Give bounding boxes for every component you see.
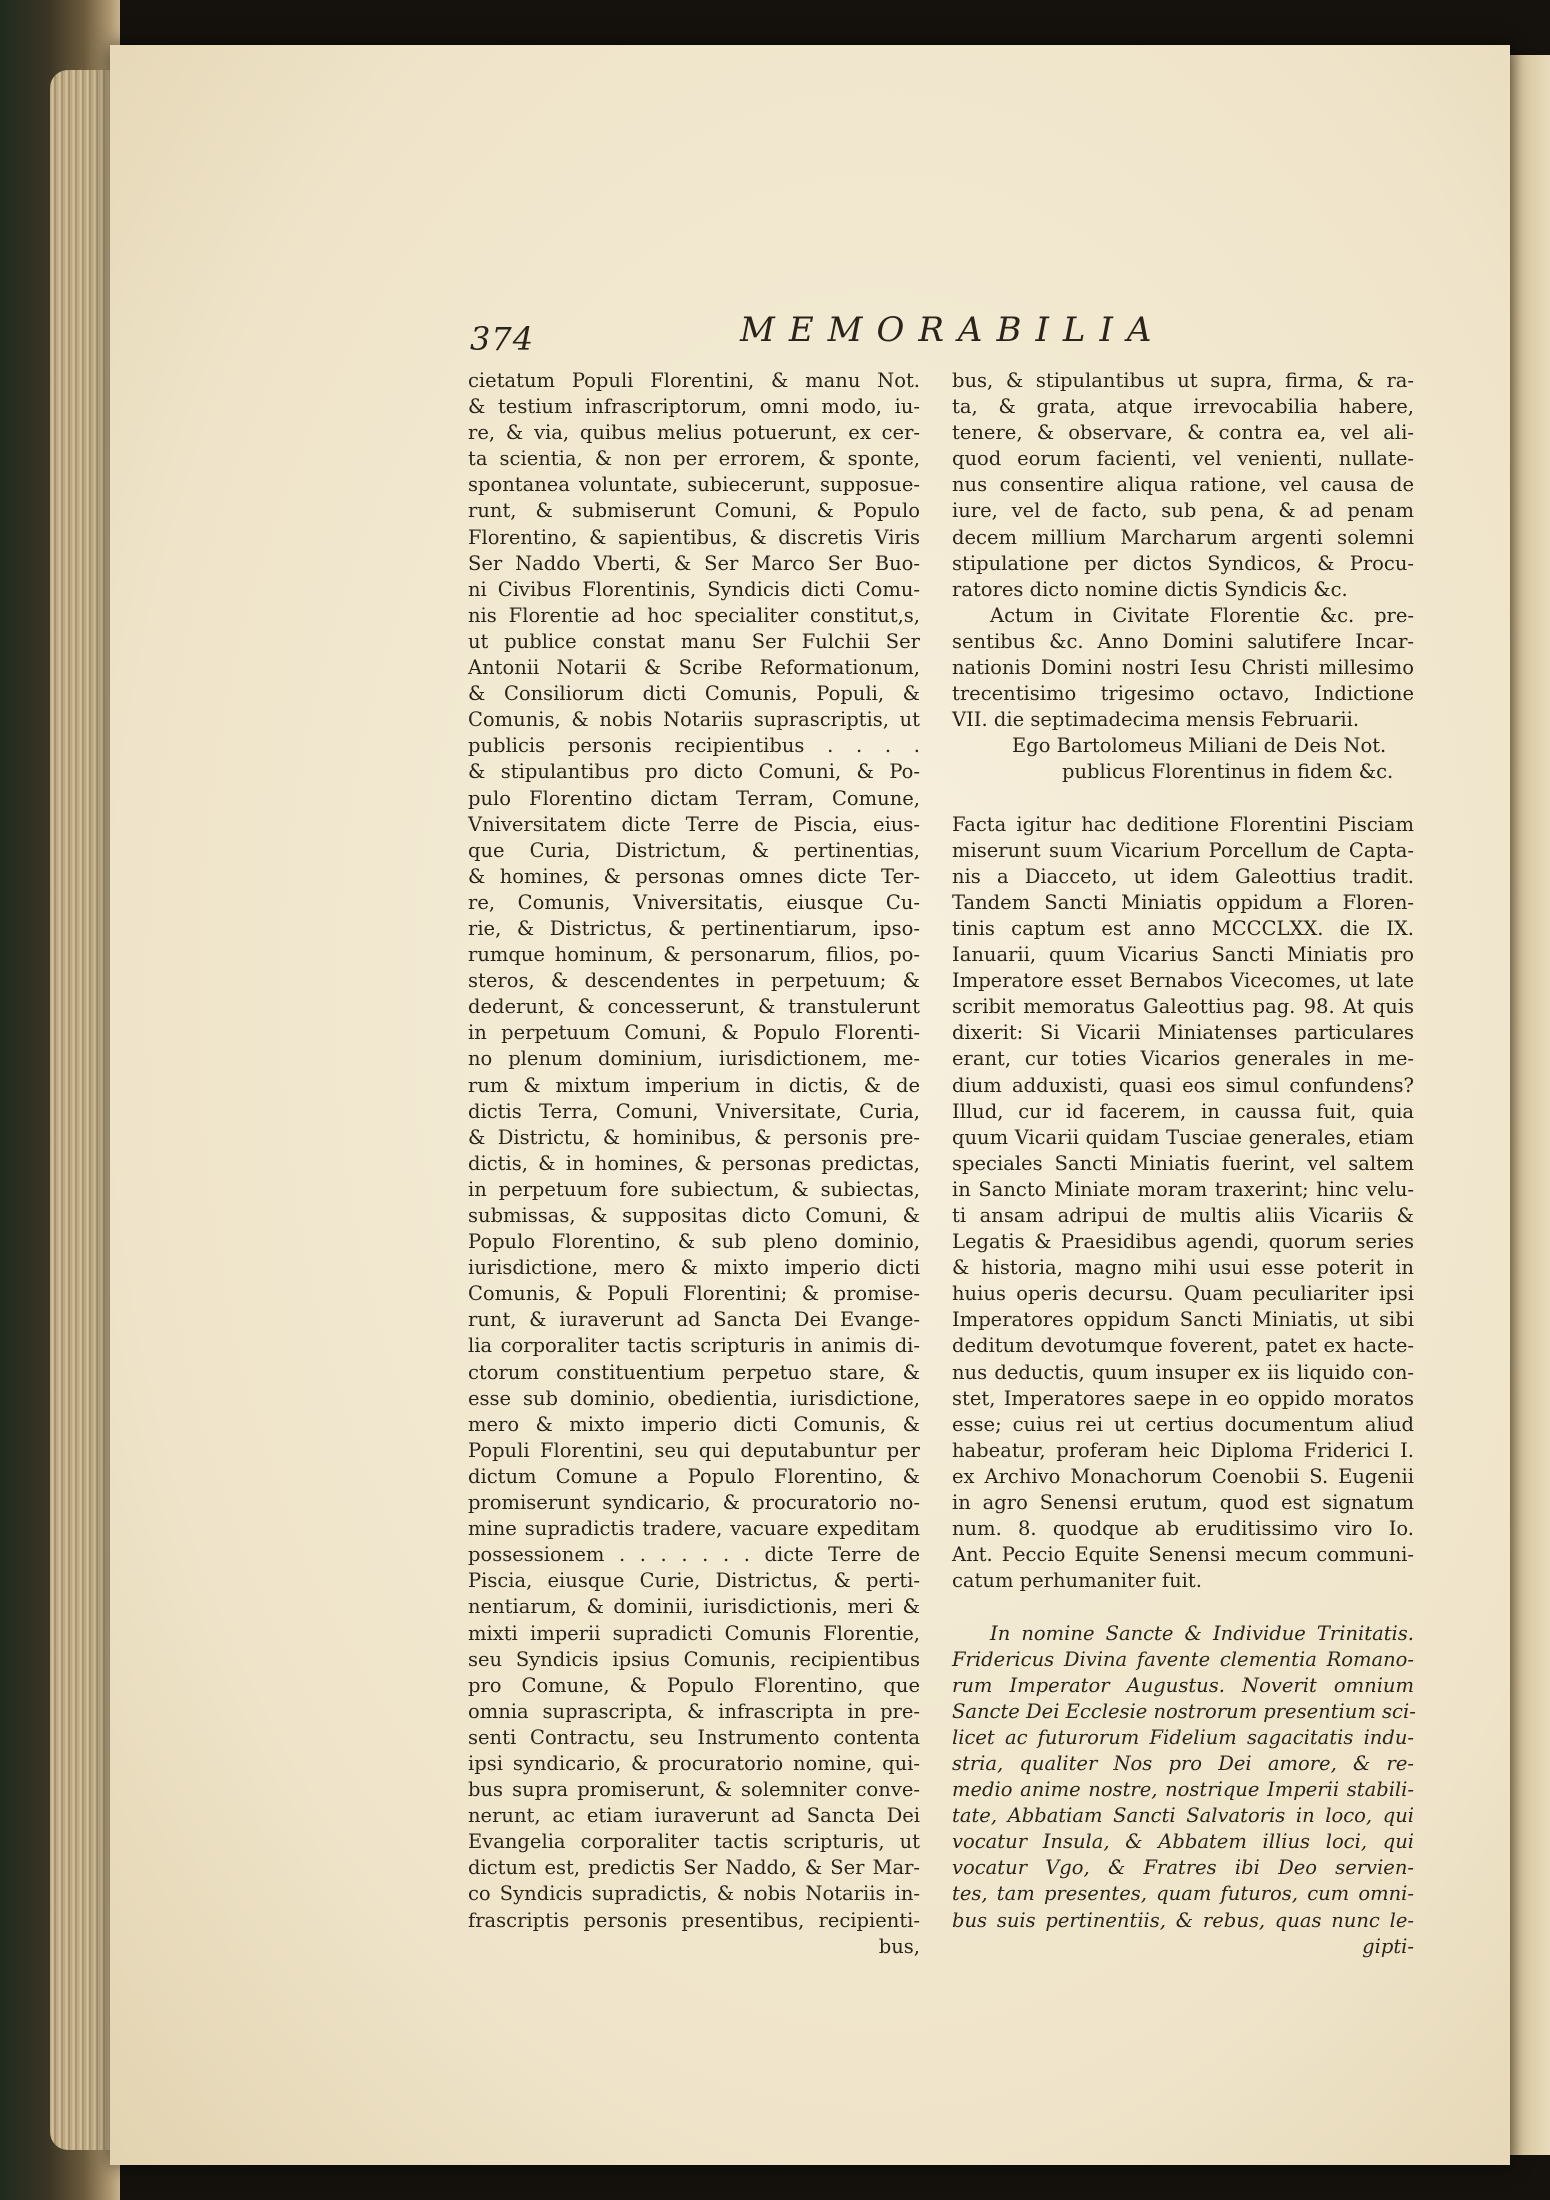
- right-column-line: ratores dicto nomine dictis Syndicis &c.: [952, 577, 1348, 601]
- left-column-line: pro Comune, & Populo Florentino, que: [468, 1673, 920, 1697]
- commentary-line: Legatis & Praesidibus agendi, quorum series: [952, 1230, 1414, 1254]
- right-column-line: tenere, & observare, & contra ea, vel ali-: [952, 421, 1414, 445]
- commentary-line: speciales Sancti Miniatis fuerint, vel saltem: [952, 1151, 1414, 1175]
- left-column-line: senti Contractu, seu Instrumento contenta: [468, 1725, 920, 1749]
- left-column-line: & Consiliorum dicti Comunis, Populi, &: [468, 682, 920, 706]
- left-column-line: & testium infrascriptorum, omni modo, iu-: [468, 395, 920, 419]
- diploma-line: medio anime nostre, nostrique Imperii stabili-: [952, 1778, 1414, 1802]
- diploma-line: tes, tam presentes, quam futuros, cum omni-: [952, 1882, 1414, 1906]
- facing-page-edge: [1510, 55, 1550, 2155]
- actum-line: sentibus &c. Anno Domini salutifere Incar-: [952, 629, 1414, 653]
- left-column-line: ut publice constat manu Ser Fulchii Ser: [468, 629, 920, 653]
- commentary-line: erant, cur toties Vicarios generales in me-: [952, 1047, 1414, 1071]
- left-column-line: possessionem . . . . . . . dicte Terre de: [468, 1543, 920, 1567]
- left-column-line: dictum Comune a Populo Florentino, &: [468, 1464, 920, 1488]
- left-column-line: frascriptis personis presentibus, recipienti-: [468, 1908, 920, 1932]
- left-column-line: nis Florentie ad hoc specialiter constitut,s,: [468, 603, 920, 627]
- left-column-line: dederunt, & concesserunt, & transtulerunt: [468, 995, 920, 1019]
- left-column-line: ni Civibus Florentinis, Syndicis dicti Comu-: [468, 577, 920, 601]
- left-column-line: dictis, & in homines, & personas predictas,: [468, 1151, 920, 1175]
- actum-line: nationis Domini nostri Iesu Christi millesimo: [952, 656, 1414, 680]
- left-column-line: spontanea voluntate, subiecerunt, supposue-: [468, 473, 920, 497]
- left-column-line: re, Comunis, Vniversitatis, eiusque Cu-: [468, 890, 920, 914]
- commentary-line: nus deductis, quum insuper ex iis liquido con-: [952, 1360, 1414, 1384]
- left-column-line: Vniversitatem dicte Terre de Piscia, eius-: [468, 812, 920, 836]
- diploma-line: stria, qualiter Nos pro Dei amore, & re-: [952, 1751, 1414, 1775]
- commentary-line: catum perhumaniter fuit.: [952, 1569, 1202, 1593]
- left-column-line: rie, & Districtus, & pertinentiarum, ipso-: [468, 916, 920, 940]
- left-column-line: rumque hominum, & personarum, filios, po-: [468, 943, 920, 967]
- left-column-line: rum & mixtum imperium in dictis, & de: [468, 1073, 920, 1097]
- diploma-line: licet ac futurorum Fidelium sagacitatis indu-: [952, 1725, 1414, 1749]
- left-column-line: nentiarum, & dominii, iurisdictionis, meri &: [468, 1595, 920, 1619]
- commentary-line: Ant. Peccio Equite Senensi mecum communi-: [952, 1543, 1414, 1567]
- signature-line: Ego Bartolomeus Miliani de Deis Not.: [1012, 734, 1387, 758]
- paragraph-gap: [952, 1594, 1414, 1620]
- left-column-line: promiserunt syndicario, & procuratorio no-: [468, 1491, 920, 1515]
- diploma-line: tate, Abbatiam Sancti Salvatoris in loco, qui: [952, 1804, 1414, 1828]
- left-column-line: in perpetuum fore subiectum, & subiectas,: [468, 1177, 920, 1201]
- commentary-line: scribit memoratus Galeottius pag. 98. At quis: [952, 995, 1414, 1019]
- actum-line: VII. die septimadecima mensis Februarii.: [952, 708, 1360, 732]
- actum-line: trecentisimo trigesimo octavo, Indictione: [952, 682, 1414, 706]
- commentary-line: in Sancto Miniate moram traxerint; hinc velu-: [952, 1177, 1414, 1201]
- actum-line: Actum in Civitate Florentie &c. pre-: [990, 603, 1414, 627]
- left-column-line: esse sub dominio, obedientia, iurisdictione,: [468, 1386, 920, 1410]
- left-column-line: co Syndicis supradictis, & nobis Notariis in-: [468, 1882, 920, 1906]
- left-column-line: Populo Florentino, & sub pleno dominio,: [468, 1230, 920, 1254]
- left-column: [468, 368, 920, 1960]
- commentary-line: stet, Imperatores saepe in eo oppido moratos: [952, 1386, 1414, 1410]
- left-column-line: omnia suprascripta, & infrascripta in pre-: [468, 1699, 920, 1723]
- commentary-line: dium adduxisti, quasi eos simul confundens?: [952, 1073, 1414, 1097]
- commentary-line: habeatur, proferam heic Diploma Friderici I.: [952, 1438, 1414, 1462]
- commentary-line: ti ansam adripui de multis aliis Vicariis &: [952, 1204, 1414, 1227]
- left-column-line: Antonii Notarii & Scribe Reformationum,: [468, 656, 920, 680]
- commentary-line: Illud, cur id facerem, in caussa fuit, quia: [952, 1099, 1414, 1123]
- left-column-line: & homines, & personas omnes dicte Ter-: [468, 864, 920, 888]
- right-column-line: iure, vel de facto, sub pena, & ad penam: [952, 499, 1414, 523]
- commentary-line: num. 8. quodque ab eruditissimo viro Io.: [952, 1517, 1414, 1541]
- right-column-line: bus, & stipulantibus ut supra, firma, & ra-: [952, 369, 1414, 392]
- left-column-line: steros, & descendentes in perpetuum; &: [468, 969, 920, 993]
- right-column-line: stipulatione per dictos Syndicos, & Procu-: [952, 551, 1414, 575]
- left-column-line: Comunis, & Populi Florentini; & promise-: [468, 1282, 920, 1306]
- left-column-line: bus,: [878, 1934, 920, 1958]
- left-column-line: Comunis, & nobis Notariis suprascriptis, ut: [468, 708, 920, 732]
- commentary-line: huius operis decursu. Quam peculiariter ipsi: [952, 1282, 1414, 1306]
- commentary-line: in agro Senensi erutum, quod est signatum: [952, 1491, 1414, 1515]
- left-column-line: nerunt, ac etiam iuraverunt ad Sancta Dei: [468, 1804, 920, 1828]
- page-number: 374: [470, 320, 535, 358]
- left-column-line: bus supra promiserunt, & solemniter conve-: [468, 1778, 920, 1802]
- left-column-line: ctorum constituentium perpetuo stare, &: [468, 1360, 920, 1384]
- left-column-line: ta scientia, & non per errorem, & sponte,: [468, 447, 920, 471]
- left-column-line: dictum est, predictis Ser Naddo, & Ser Mar-: [468, 1856, 920, 1880]
- left-column-line: runt, & iuraverunt ad Sancta Dei Evange-: [468, 1308, 920, 1332]
- commentary-line: quum Vicarii quidam Tusciae generales, etiam: [952, 1125, 1414, 1149]
- left-column-line: dictis Terra, Comuni, Vniversitate, Curia,: [468, 1099, 920, 1123]
- diploma-line: Fridericus Divina favente clementia Romano-: [952, 1647, 1414, 1671]
- left-column-line: cietatum Populi Florentini, & manu Not.: [468, 369, 920, 392]
- diploma-line: bus suis pertinentiis, & rebus, quas nunc le-: [952, 1908, 1414, 1932]
- diploma-line: vocatur Insula, & Abbatem illius loci, qui: [952, 1830, 1414, 1854]
- paragraph-gap: [952, 786, 1414, 812]
- commentary-line: Imperatore esset Bernabos Vicecomes, ut late: [952, 969, 1414, 993]
- left-column-line: pulo Florentino dictam Terram, Comune,: [468, 786, 920, 810]
- commentary-line: tinis captum est anno MCCCLXX. die IX.: [952, 916, 1414, 940]
- commentary-line: & historia, magno mihi usui esse poterit in: [952, 1256, 1414, 1280]
- diploma-line: In nomine Sancte & Individue Trinitatis.: [990, 1621, 1414, 1645]
- commentary-line: esse; cuius rei ut certius documentum aliud: [952, 1412, 1414, 1436]
- left-column-line: que Curia, Districtum, & pertinentias,: [468, 838, 920, 862]
- left-column-line: Populi Florentini, seu qui deputabuntur per: [468, 1438, 920, 1462]
- commentary-line: Ianuarii, quum Vicarius Sancti Miniatis pro: [952, 943, 1414, 967]
- commentary-line: Facta igitur hac deditione Florentini Pisciam: [952, 812, 1414, 836]
- left-column-line: Florentino, & sapientibus, & discretis Viris: [468, 525, 920, 549]
- left-column-line: & stipulantibus pro dicto Comuni, & Po-: [468, 760, 920, 784]
- right-column-line: ta, & grata, atque irrevocabilia habere,: [952, 395, 1414, 419]
- left-column-line: Evangelia corporaliter tactis scripturis, ut: [468, 1830, 920, 1854]
- diploma-line: rum Imperator Augustus. Noverit omnium: [952, 1673, 1414, 1697]
- left-column-line: lia corporaliter tactis scripturis in animis di-: [468, 1334, 920, 1358]
- right-column-line: nus consentire aliqua ratione, vel causa de: [952, 473, 1414, 497]
- signature-line: publicus Florentinus in fidem &c.: [1062, 760, 1394, 784]
- left-column-line: mero & mixto imperio dicti Comunis, &: [468, 1412, 920, 1436]
- right-column: [952, 368, 1414, 1960]
- right-column-line: quod eorum facienti, vel venienti, nullate-: [952, 447, 1414, 471]
- left-column-line: in perpetuum Comuni, & Populo Florenti-: [468, 1021, 920, 1045]
- commentary-line: Imperatores oppidum Sancti Miniatis, ut sibi: [952, 1308, 1414, 1332]
- left-column-line: mine supradictis tradere, vacuare expeditam: [468, 1517, 920, 1541]
- left-column-line: runt, & submiserunt Comuni, & Populo: [468, 499, 920, 523]
- diploma-line: Sancte Dei Ecclesie nostrorum presentium sci-: [952, 1699, 1416, 1723]
- left-column-line: iurisdictione, mero & mixto imperio dicti: [468, 1256, 920, 1280]
- left-column-line: & Districtu, & hominibus, & personis pre-: [468, 1125, 920, 1149]
- diploma-line: gipti-: [1362, 1934, 1414, 1958]
- commentary-line: nis a Diacceto, ut idem Galeottius tradit.: [952, 864, 1414, 888]
- commentary-line: deditum devotumque foverent, patet ex hacte-: [952, 1334, 1414, 1358]
- left-column-line: seu Syndicis ipsius Comunis, recipientibus: [468, 1647, 920, 1671]
- left-column-line: publicis personis recipientibus . . . .: [468, 734, 920, 758]
- right-column-line: decem millium Marcharum argenti solemni: [952, 525, 1414, 549]
- left-column-line: Ser Naddo Vberti, & Ser Marco Ser Buo-: [468, 551, 920, 575]
- diploma-line: vocatur Vgo, & Fratres ibi Deo servien-: [952, 1856, 1414, 1880]
- left-column-line: mixti imperii supradicti Comunis Florentie,: [468, 1621, 920, 1645]
- left-column-line: ipsi syndicario, & procuratorio nomine, qui-: [468, 1751, 920, 1775]
- commentary-line: dixerit: Si Vicarii Miniatenses particulares: [952, 1021, 1414, 1045]
- left-column-line: no plenum dominium, iurisdictionem, me-: [468, 1047, 920, 1071]
- commentary-line: Tandem Sancti Miniatis oppidum a Floren-: [952, 890, 1414, 914]
- commentary-line: miserunt suum Vicarium Porcellum de Capta-: [952, 838, 1414, 862]
- left-column-line: submissas, & suppositas dicto Comuni, &: [468, 1204, 920, 1227]
- commentary-line: ex Archivo Monachorum Coenobii S. Eugenii: [952, 1464, 1414, 1488]
- left-column-line: Piscia, eiusque Curie, Districtus, & perti-: [468, 1569, 920, 1593]
- left-column-line: re, & via, quibus melius potuerunt, ex cer-: [468, 421, 920, 445]
- running-title: MEMORABILIA: [740, 310, 1166, 350]
